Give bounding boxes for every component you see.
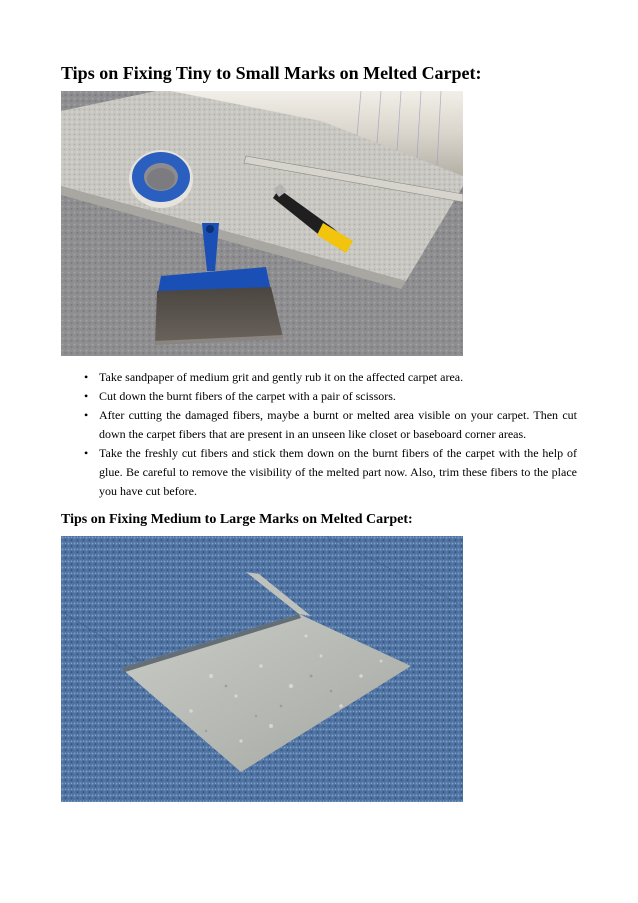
carpet-repair-tools-image: [61, 91, 463, 356]
list-item: • After cutting the damaged fibers, maybe a burnt or melted area visible on your carpet. Then cut down the carpet fibers that are present in an unseen like closet or baseboard corner areas.: [84, 408, 577, 441]
section1-heading: Tips on Fixing Tiny to Small Marks on Melted Carpet:: [61, 63, 482, 83]
list-item: • Take the freshly cut fibers and stick them down on the burnt fibers of the carpet with the help of glue. Be careful to remove the visibility of the melted part now. Also, trim these fibers to the place you have cut before.: [84, 446, 577, 498]
section2-heading: Tips on Fixing Medium to Large Marks on Melted Carpet:: [61, 512, 413, 527]
bullet-icon: •: [84, 389, 89, 403]
list-item: • Cut down the burnt fibers of the carpet with a pair of scissors.: [84, 387, 577, 406]
bullet-icon: •: [84, 408, 89, 422]
bullet-icon: •: [84, 446, 89, 460]
list-item: • Take sandpaper of medium grit and gently rub it on the affected carpet area.: [84, 368, 577, 387]
bullet-list: [84, 368, 577, 501]
bullet-icon: •: [84, 370, 89, 384]
carpet-tile-removed-image: [61, 536, 463, 802]
